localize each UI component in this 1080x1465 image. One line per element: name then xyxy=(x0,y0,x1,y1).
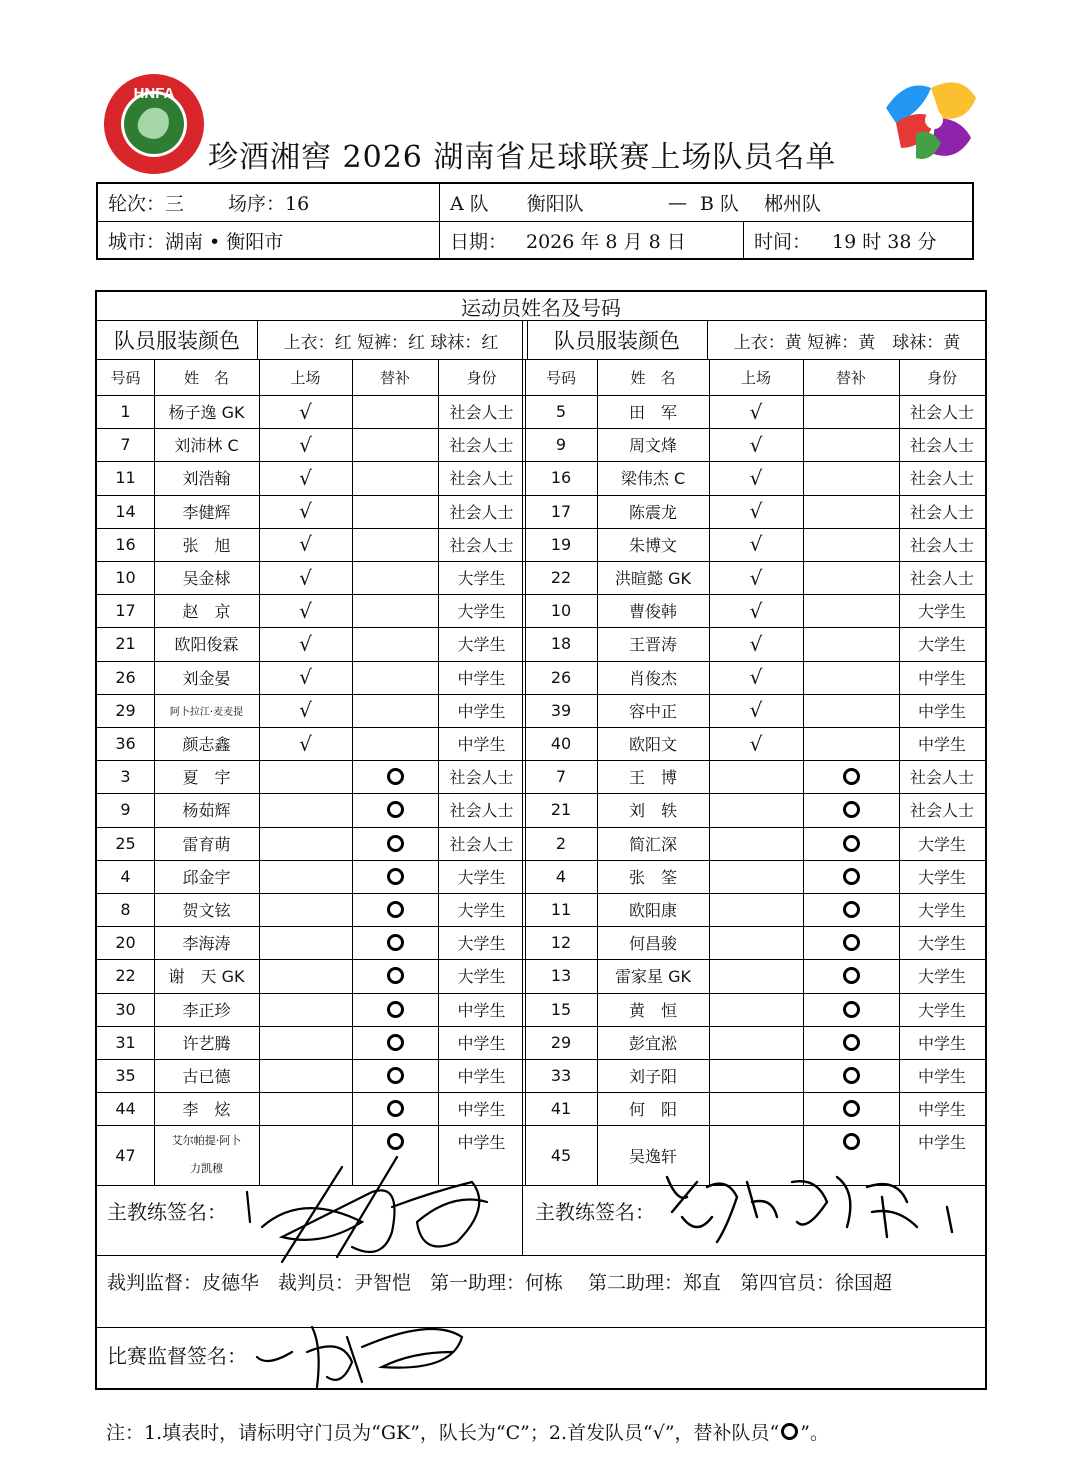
starter-check-icon: √ xyxy=(299,399,312,424)
player-status: 中学生 xyxy=(917,1067,966,1087)
sub-circle-icon xyxy=(843,934,860,951)
player-status: 大学生 xyxy=(457,635,506,655)
sub-circle-icon xyxy=(387,835,404,852)
sub-circle-icon xyxy=(387,901,404,918)
player-status: 大学生 xyxy=(917,867,966,887)
sub-cell xyxy=(352,993,438,1026)
grid-line xyxy=(97,320,985,321)
player-number: 41 xyxy=(550,1099,572,1119)
player-name: 刘浩翰 xyxy=(182,469,231,489)
team-b-label: B 队 郴州队 xyxy=(700,193,822,215)
sub-cell xyxy=(352,926,438,959)
player-name: 许艺腾 xyxy=(182,1033,231,1053)
player-number: 18 xyxy=(550,634,572,654)
player-name: 吴金梂 xyxy=(182,569,231,589)
player-name: 古已德 xyxy=(182,1067,231,1087)
player-status: 社会人士 xyxy=(449,436,514,456)
team-a-col-header: 身份 xyxy=(466,368,497,387)
player-status: 中学生 xyxy=(917,701,966,721)
sub-circle-icon xyxy=(387,1034,404,1051)
player-name: 雷家星 GK xyxy=(615,967,691,987)
sub-cell xyxy=(803,860,899,893)
player-status: 中学生 xyxy=(457,1033,506,1053)
player-status: 社会人士 xyxy=(449,469,514,489)
player-name-line: 力凯穆 xyxy=(190,1162,223,1176)
sub-circle-icon xyxy=(843,835,860,852)
sub-cell xyxy=(352,893,438,926)
player-name: 谢 天 GK xyxy=(168,967,245,987)
player-number: 35 xyxy=(115,1066,136,1086)
player-name: 王 博 xyxy=(628,768,677,788)
starter-check-icon: √ xyxy=(749,465,763,490)
footnote-text: 注：1.填表时，请标明守门员为“GK”，队长为“C”；2.首发队员“√”，替补队员“ xyxy=(106,1422,780,1444)
player-status: 中学生 xyxy=(457,1067,506,1087)
sub-cell xyxy=(803,959,899,992)
player-number: 19 xyxy=(550,534,572,554)
player-status: 中学生 xyxy=(457,1000,506,1020)
player-number: 10 xyxy=(115,568,136,588)
player-number: 2 xyxy=(555,833,567,853)
player-name: 简汇深 xyxy=(628,834,677,854)
player-name: 欧阳文 xyxy=(628,735,677,755)
sub-circle-icon xyxy=(387,967,404,984)
starter-check-icon: √ xyxy=(299,631,312,656)
starter-check-icon: √ xyxy=(749,665,763,690)
sub-cell xyxy=(352,1059,438,1092)
player-number: 9 xyxy=(120,800,131,820)
sub-circle-icon xyxy=(843,1133,860,1150)
grid-line xyxy=(522,321,523,359)
player-status: 大学生 xyxy=(457,934,506,954)
sub-cell xyxy=(803,827,899,860)
player-name: 吴逸轩 xyxy=(628,1146,677,1166)
svg-text:HNFA: HNFA xyxy=(133,85,175,102)
starter-check-icon: √ xyxy=(299,665,312,690)
starter-check-icon: √ xyxy=(749,698,763,723)
player-status: 大学生 xyxy=(917,602,966,622)
sub-circle-icon xyxy=(843,768,860,785)
starter-check-icon: √ xyxy=(299,698,312,723)
player-name: 欧阳康 xyxy=(628,901,677,921)
player-number: 1 xyxy=(120,402,131,422)
player-name: 张 旭 xyxy=(182,535,231,555)
page-title: 珍酒湘窖 2026 湖南省足球联赛上场队员名单 xyxy=(208,140,837,175)
time-value: 19 时 38 分 xyxy=(832,231,937,253)
player-number: 29 xyxy=(550,1032,572,1052)
player-status: 大学生 xyxy=(917,934,966,954)
player-status: 社会人士 xyxy=(449,801,514,821)
player-status: 大学生 xyxy=(917,901,966,921)
player-number: 3 xyxy=(120,767,131,787)
player-number: 36 xyxy=(115,734,136,754)
roster-title: 运动员姓名及号码 xyxy=(461,295,621,320)
sub-circle-icon xyxy=(387,1100,404,1117)
player-name: 阿卜拉江·麦麦提 xyxy=(169,706,244,718)
sub-circle-icon xyxy=(387,1001,404,1018)
sub-cell xyxy=(803,926,899,959)
player-name: 梁伟杰 C xyxy=(620,469,686,489)
player-status: 中学生 xyxy=(917,1100,966,1120)
player-name: 黄 恒 xyxy=(628,1000,677,1020)
player-name: 陈震龙 xyxy=(628,502,677,522)
team-b-col-header: 上场 xyxy=(740,368,771,387)
player-name: 容中正 xyxy=(628,701,677,721)
player-status: 中学生 xyxy=(457,668,506,688)
team-a-kit-label: 队员服装颜色 xyxy=(114,329,240,353)
player-number: 22 xyxy=(550,568,572,588)
starter-check-icon: √ xyxy=(749,432,763,457)
sub-circle-icon xyxy=(387,1067,404,1084)
sub-cell xyxy=(352,959,438,992)
player-status: 社会人士 xyxy=(449,768,514,788)
player-name: 欧阳俊霖 xyxy=(174,635,239,655)
sub-cell xyxy=(352,1092,438,1125)
player-name: 李海涛 xyxy=(182,934,231,954)
player-name: 杨茹辉 xyxy=(182,801,231,821)
player-name: 赵 京 xyxy=(182,602,231,622)
player-status: 大学生 xyxy=(457,901,506,921)
player-number: 8 xyxy=(120,900,131,920)
player-status: 中学生 xyxy=(457,735,506,755)
player-number: 7 xyxy=(555,767,567,787)
player-status: 社会人士 xyxy=(909,469,974,489)
date-value: 2026 年 8 月 8 日 xyxy=(526,231,686,253)
hnfa-logo xyxy=(102,72,206,176)
team-b-col-header: 身份 xyxy=(926,368,957,387)
player-status: 社会人士 xyxy=(449,502,514,522)
player-status: 社会人士 xyxy=(909,801,974,821)
player-number: 21 xyxy=(550,800,572,820)
sub-cell xyxy=(352,760,438,793)
player-name: 刘金晏 xyxy=(182,668,231,688)
sub-cell xyxy=(803,1059,899,1092)
sub-cell xyxy=(352,793,438,826)
starter-check-icon: √ xyxy=(299,465,312,490)
player-number: 22 xyxy=(115,966,136,986)
sub-cell xyxy=(803,993,899,1026)
player-number: 16 xyxy=(115,534,136,554)
player-name: 王晋涛 xyxy=(628,635,677,655)
player-status: 社会人士 xyxy=(449,403,514,423)
roster-table xyxy=(95,290,987,1390)
player-name: 刘子阳 xyxy=(628,1067,677,1087)
player-status: 社会人士 xyxy=(909,436,974,456)
player-status: 中学生 xyxy=(457,1133,506,1153)
player-number: 30 xyxy=(115,999,136,1019)
starter-check-icon: √ xyxy=(299,432,312,457)
officials-line: 裁判监督：皮德华 裁判员：尹智恺 第一助理：何栋 第二助理：郑直 第四官员：徐国超 xyxy=(107,1271,893,1294)
sub-cell xyxy=(352,827,438,860)
footnote xyxy=(106,1418,829,1445)
coach-b-signature xyxy=(657,1157,977,1257)
sub-cell xyxy=(803,760,899,793)
grid-line xyxy=(527,321,528,359)
player-number: 12 xyxy=(550,933,572,953)
player-number: 16 xyxy=(550,468,572,488)
sub-cell xyxy=(803,1026,899,1059)
player-number: 13 xyxy=(550,966,572,986)
player-number: 4 xyxy=(555,866,567,886)
supervisor-sign-label: 比赛监督签名： xyxy=(107,1343,247,1368)
city-label: 城市：湖南 • 衡阳市 xyxy=(108,231,284,253)
player-number: 11 xyxy=(550,900,572,920)
sub-circle-icon xyxy=(843,1001,860,1018)
starter-check-icon: √ xyxy=(749,399,763,424)
sub-circle-icon xyxy=(387,1133,404,1150)
sub-circle-icon xyxy=(843,967,860,984)
player-number: 17 xyxy=(550,501,572,521)
player-name: 彭宜淞 xyxy=(628,1033,677,1053)
footnote-end: ”。 xyxy=(800,1422,829,1444)
team-b-col-header: 姓 名 xyxy=(630,368,676,387)
player-status: 社会人士 xyxy=(909,535,974,555)
starter-check-icon: √ xyxy=(749,565,763,590)
team-a-kit-value: 上衣：红 短裤：红 球袜：红 xyxy=(283,332,499,353)
player-number: 29 xyxy=(115,700,136,720)
grid-line xyxy=(707,321,708,359)
player-status: 社会人士 xyxy=(909,569,974,589)
player-status: 大学生 xyxy=(457,967,506,987)
team-a-col-header: 号码 xyxy=(110,368,141,387)
player-number: 47 xyxy=(115,1145,136,1165)
sub-circle-icon xyxy=(843,901,860,918)
team-b-col-header: 号码 xyxy=(545,368,576,387)
player-number: 7 xyxy=(120,435,131,455)
sub-circle-icon xyxy=(387,868,404,885)
player-name: 刘沛林 C xyxy=(174,436,239,456)
player-number: 17 xyxy=(115,601,136,621)
player-name: 朱博文 xyxy=(628,535,677,555)
sub-circle-icon xyxy=(843,1100,860,1117)
player-number: 21 xyxy=(115,634,136,654)
starter-check-icon: √ xyxy=(749,499,763,524)
player-name: 颜志鑫 xyxy=(182,735,231,755)
player-name: 何昌骏 xyxy=(628,934,677,954)
team-a-col-header: 姓 名 xyxy=(183,368,229,387)
player-name: 刘 轶 xyxy=(628,801,677,821)
starter-check-icon: √ xyxy=(299,499,312,524)
starter-check-icon: √ xyxy=(299,598,312,623)
player-number: 15 xyxy=(550,999,572,1019)
player-number: 4 xyxy=(120,866,131,886)
team-b-kit-value: 上衣：黄 短裤：黄 球袜：黄 xyxy=(733,332,961,353)
sub-cell xyxy=(803,793,899,826)
player-number: 20 xyxy=(115,933,136,953)
player-name: 何 阳 xyxy=(628,1100,677,1120)
player-number: 40 xyxy=(550,734,572,754)
sub-circle-icon xyxy=(843,1067,860,1084)
player-name: 洪暄懿 GK xyxy=(615,569,691,589)
player-number: 26 xyxy=(550,667,572,687)
team-b-col-header: 替补 xyxy=(835,368,866,387)
date-label: 日期： xyxy=(450,231,508,253)
player-number: 45 xyxy=(550,1145,572,1165)
starter-check-icon: √ xyxy=(749,731,763,756)
team-a-col-header: 上场 xyxy=(290,368,321,387)
player-name: 邱金宇 xyxy=(182,867,231,887)
player-number: 9 xyxy=(555,435,567,455)
player-status: 大学生 xyxy=(917,635,966,655)
player-number: 25 xyxy=(115,833,136,853)
vs-dash: — xyxy=(668,191,687,214)
player-number: 11 xyxy=(115,468,136,488)
player-name: 曹俊韩 xyxy=(628,602,677,622)
player-number: 14 xyxy=(115,501,136,521)
starter-check-icon: √ xyxy=(749,598,763,623)
player-name-line: 艾尔帕提·阿卜 xyxy=(171,1134,242,1148)
match-info-box xyxy=(96,182,974,260)
player-name: 夏 宇 xyxy=(182,768,231,788)
player-name: 雷育萌 xyxy=(182,834,231,854)
player-status: 社会人士 xyxy=(909,502,974,522)
supervisor-signature xyxy=(252,1307,482,1397)
player-number: 44 xyxy=(115,1099,136,1119)
player-status: 中学生 xyxy=(457,1100,506,1120)
player-name: 杨子逸 GK xyxy=(168,403,245,423)
starter-check-icon: √ xyxy=(299,731,312,756)
player-status: 大学生 xyxy=(457,867,506,887)
starter-check-icon: √ xyxy=(749,532,763,557)
player-number: 31 xyxy=(115,1032,136,1052)
team-a-label: A 队 衡阳队 xyxy=(450,193,584,215)
sub-circle-icon xyxy=(781,1423,798,1440)
player-status: 社会人士 xyxy=(449,535,514,555)
sub-circle-icon xyxy=(843,801,860,818)
starter-check-icon: √ xyxy=(299,532,312,557)
player-name: 李 炫 xyxy=(182,1100,231,1120)
team-b-kit-label: 队员服装颜色 xyxy=(554,329,680,353)
player-status: 大学生 xyxy=(917,967,966,987)
player-status: 中学生 xyxy=(457,701,506,721)
player-status: 社会人士 xyxy=(909,768,974,788)
league-logo xyxy=(876,68,986,168)
sub-cell xyxy=(803,893,899,926)
sub-cell xyxy=(803,1125,899,1158)
player-status: 社会人士 xyxy=(909,403,974,423)
player-name: 贺文铉 xyxy=(182,901,231,921)
grid-line xyxy=(257,321,258,359)
player-status: 大学生 xyxy=(917,1000,966,1020)
player-number: 33 xyxy=(550,1066,572,1086)
player-status: 社会人士 xyxy=(449,834,514,854)
player-name: 田 军 xyxy=(628,403,677,423)
player-status: 大学生 xyxy=(917,834,966,854)
coach-a-sign-label: 主教练签名： xyxy=(107,1199,227,1224)
round-label: 轮次：三 xyxy=(108,193,185,215)
player-status: 中学生 xyxy=(917,1133,966,1153)
player-status: 大学生 xyxy=(457,602,506,622)
sub-circle-icon xyxy=(387,768,404,785)
player-number: 26 xyxy=(115,667,136,687)
player-status: 中学生 xyxy=(917,668,966,688)
player-name: 周文烽 xyxy=(628,436,677,456)
team-a-col-header: 替补 xyxy=(379,368,410,387)
starter-check-icon: √ xyxy=(299,565,312,590)
sub-cell xyxy=(803,1092,899,1125)
player-number: 5 xyxy=(555,402,567,422)
sub-circle-icon xyxy=(843,1034,860,1051)
sub-circle-icon xyxy=(387,801,404,818)
player-name: 李正珍 xyxy=(182,1000,231,1020)
player-status: 中学生 xyxy=(917,1033,966,1053)
time-label: 时间： xyxy=(754,231,812,253)
sub-cell xyxy=(352,860,438,893)
player-name: 肖俊杰 xyxy=(628,668,677,688)
starter-check-icon: √ xyxy=(749,631,763,656)
player-status: 大学生 xyxy=(457,569,506,589)
player-status: 中学生 xyxy=(917,735,966,755)
player-name: 李健辉 xyxy=(182,502,231,522)
order-label: 场序：16 xyxy=(228,193,310,215)
sub-circle-icon xyxy=(387,934,404,951)
sub-circle-icon xyxy=(843,868,860,885)
player-number: 10 xyxy=(550,601,572,621)
player-number: 39 xyxy=(550,700,572,720)
sub-cell xyxy=(352,1026,438,1059)
coach-b-sign-label: 主教练签名： xyxy=(535,1199,655,1224)
player-name: 张 筌 xyxy=(628,867,677,887)
